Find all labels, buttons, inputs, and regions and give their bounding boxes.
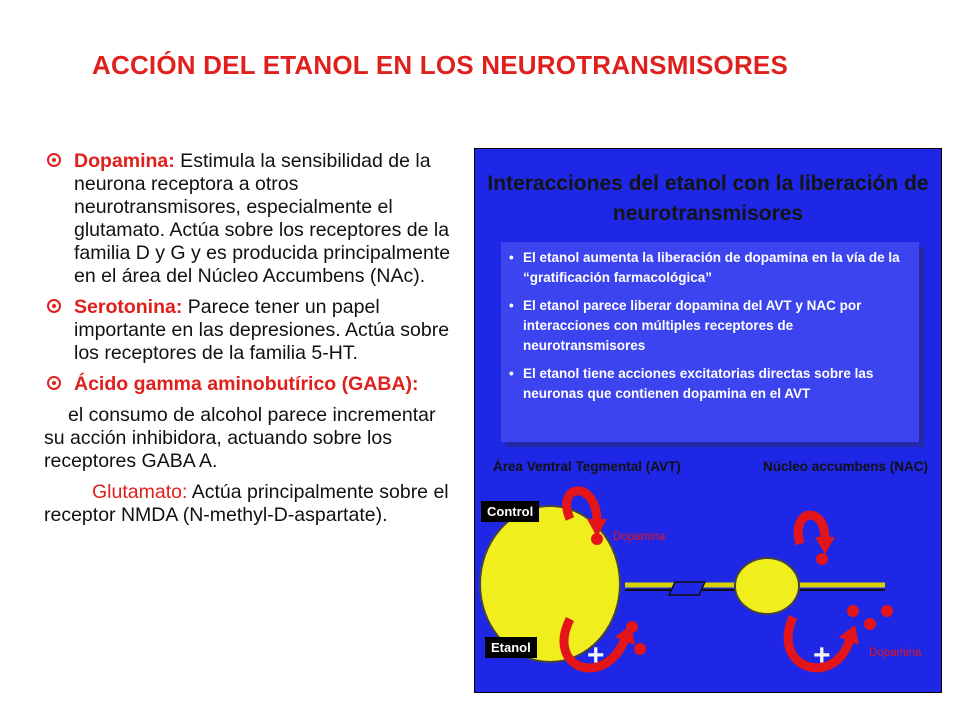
figure-title-line2: neurotransmisores	[612, 202, 804, 225]
dopamine-dot	[626, 621, 638, 633]
arrowhead-icon	[815, 537, 835, 554]
page-title: ACCIÓN DEL ETANOL EN LOS NEUROTRANSMISORES	[92, 50, 789, 80]
text-glutamato: Actúa principalmente sobre el receptor NMDA (N-methyl-D-aspartate).	[44, 481, 449, 526]
text-dopamina: Estimula la sensibilidad de la neurona receptora a otros neurotransmisores, especialmente el glutamato. Actúa sobre los receptores de la familia D y G y es producida principalmente en el área del Núcleo Accumbens (NAc).	[74, 150, 451, 287]
bullet-icon	[47, 153, 61, 167]
label-dopamina-top: Dopamina	[613, 531, 666, 543]
bullet-icon	[47, 299, 61, 313]
figure-point: • El etanol tiene acciones excitatorias directas sobre las neuronas que contienen dopamina en el AVT	[523, 364, 911, 404]
plus-sign-avt: +	[587, 639, 605, 672]
synapse-gap-icon	[669, 582, 705, 595]
gaba-text: el consumo de alcohol parece incrementar su acción inhibidora, actuando sobre los receptores GABA A.	[44, 404, 436, 472]
glutamato-paragraph	[44, 481, 459, 527]
figure-title-line1: Interacciones del etanol con la liberación de	[487, 172, 929, 195]
text-serotonina: Parece tener un papel importante en las depresiones. Actúa sobre los receptores de la familia 5-HT.	[74, 296, 450, 364]
bullet-icon	[47, 376, 61, 390]
ethanol-figure	[474, 148, 942, 693]
dopamine-dot	[864, 618, 876, 630]
dopamine-dot	[847, 605, 859, 617]
figure-point: • El etanol aumenta la liberación de dopamina en la vía de la “gratificación farmacológica”	[523, 248, 911, 288]
term-dopamina: Dopamina:	[74, 150, 175, 172]
neuron-diagram	[475, 149, 942, 693]
label-avt: Área Ventral Tegmental (AVT)	[493, 459, 681, 474]
figure-point: • El etanol parece liberar dopamina del AVT y NAC por interacciones con múltiples receptores de neurotransmisores	[523, 296, 911, 356]
dopamine-dot	[881, 605, 893, 617]
bullet-gaba	[44, 373, 459, 396]
term-gaba: Ácido gamma aminobutírico (GABA):	[74, 373, 419, 395]
tag-control: Control	[481, 501, 539, 522]
label-dopamina-bottom: Dopamina	[869, 647, 922, 659]
nac-neuron-icon	[735, 558, 799, 614]
text-column	[44, 150, 459, 535]
dopamine-dot	[816, 553, 828, 565]
bullet-serotonina	[44, 296, 459, 365]
bullet-dopamina	[44, 150, 459, 288]
term-serotonina: Serotonina:	[74, 296, 183, 318]
plus-sign-nac: +	[813, 639, 831, 672]
term-glutamato: Glutamato:	[92, 481, 188, 503]
gaba-paragraph	[44, 404, 459, 473]
dopamine-dot	[634, 643, 646, 655]
dopamine-dot	[591, 533, 603, 545]
label-nac: Núcleo accumbens (NAC)	[763, 459, 929, 474]
tag-etanol: Etanol	[485, 637, 537, 658]
